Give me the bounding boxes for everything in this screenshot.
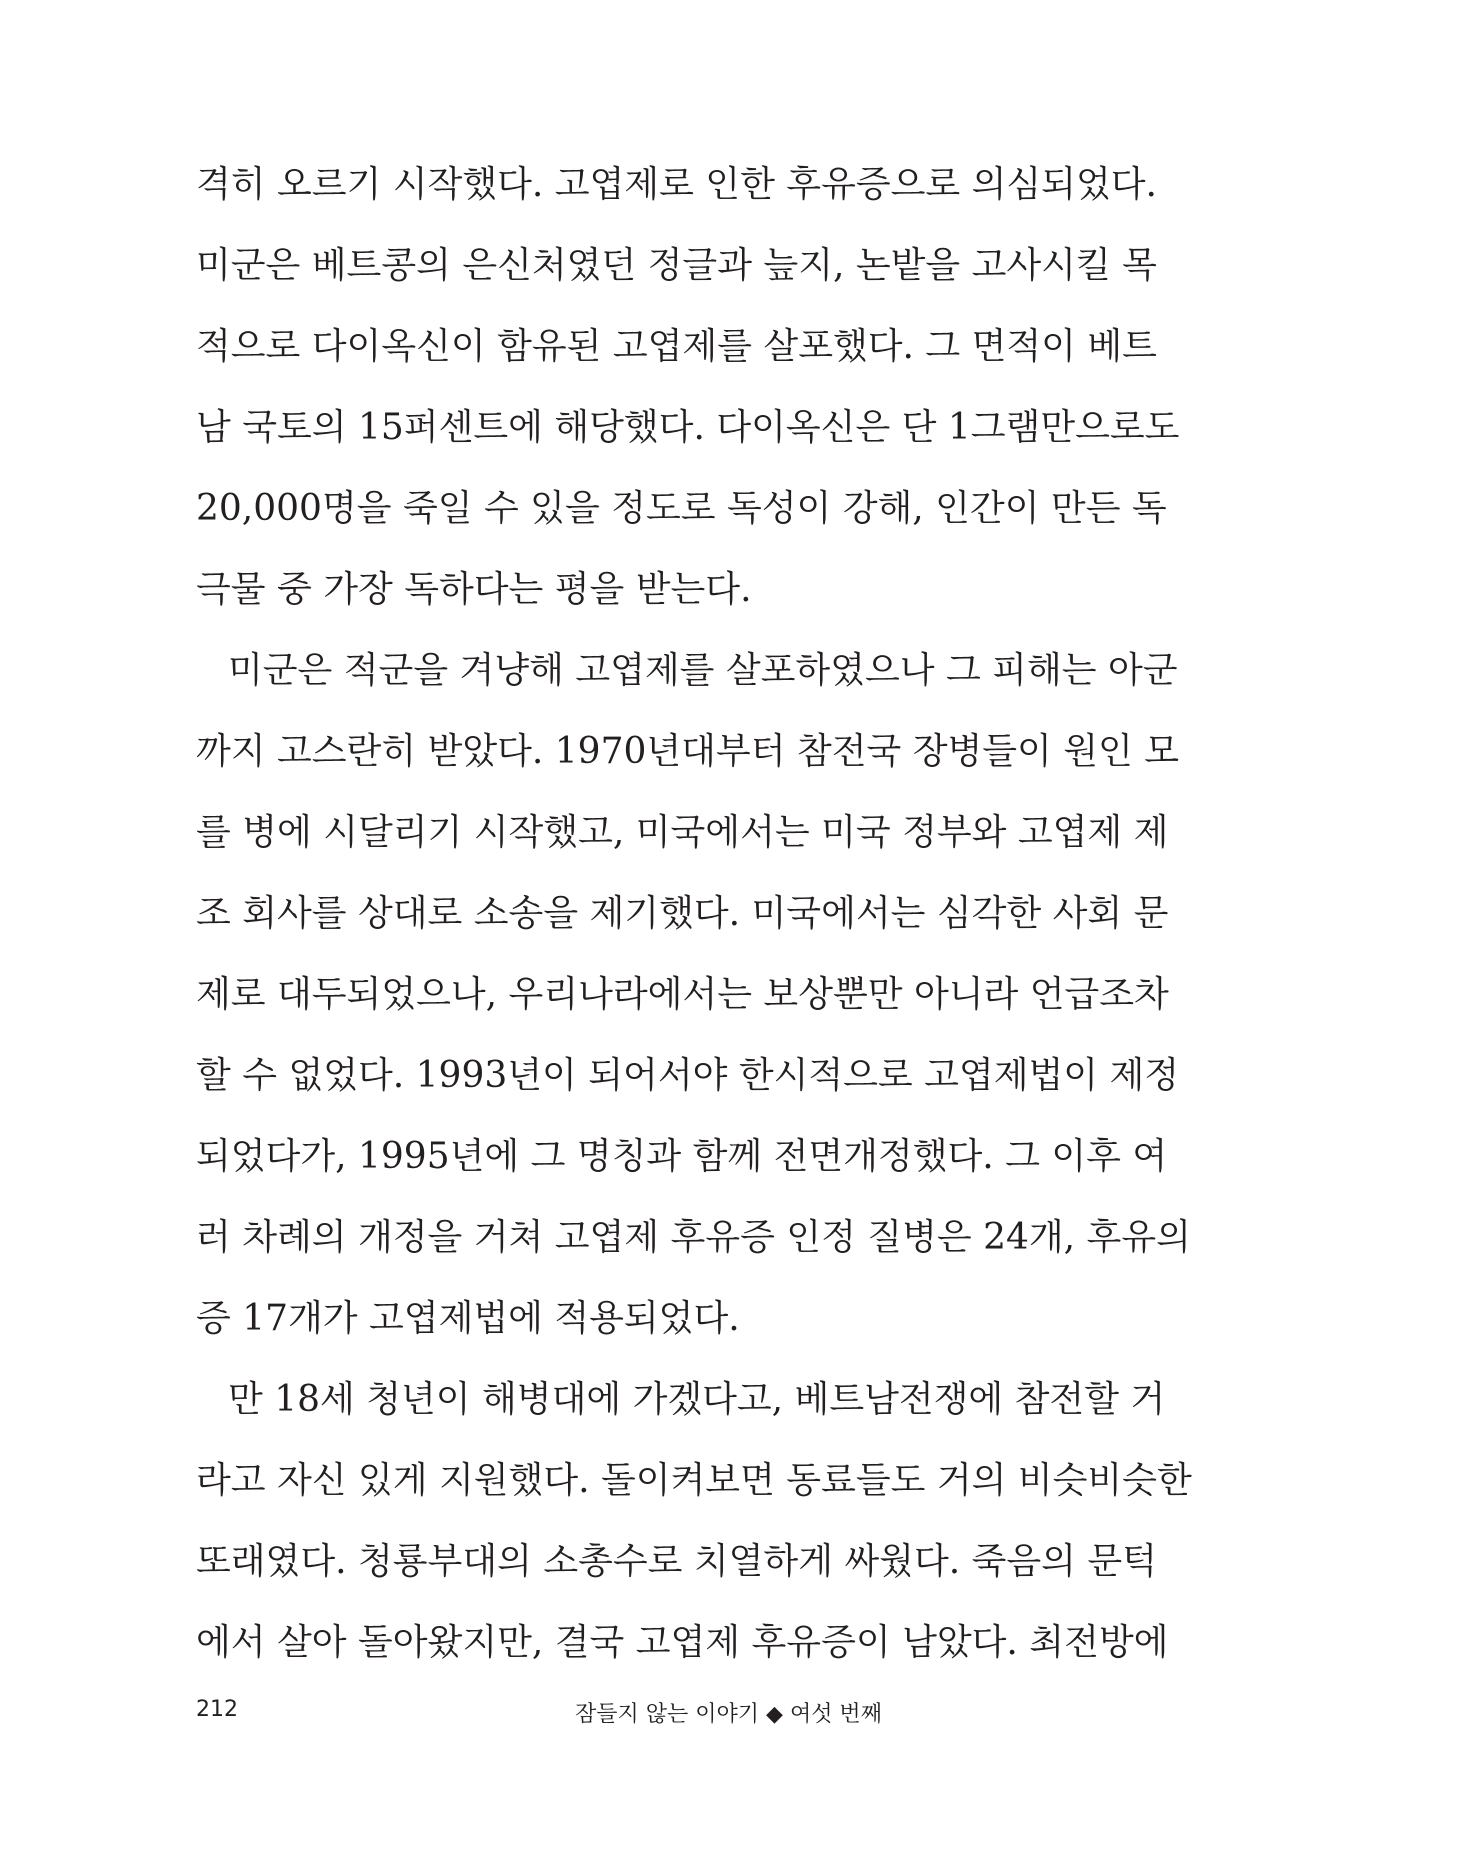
- text-line: 에서 살아 돌아왔지만, 결국 고엽제 후유증이 남았다. 최전방에: [196, 1622, 1169, 1663]
- text-line: 증 17개가 고엽제법에 적용되었다.: [196, 1298, 740, 1339]
- text-line: 조 회사를 상대로 소송을 제기했다. 미국에서는 심각한 사회 문: [196, 893, 1169, 934]
- text-line: 미군은 베트콩의 은신처였던 정글과 늪지, 논밭을 고사시킬 목: [196, 245, 1157, 286]
- running-footer-title: 잠들지 않는 이야기 ◆ 여섯 번째: [575, 1702, 882, 1727]
- text-line: 만 18세 청년이 해병대에 가겠다고, 베트남전쟁에 참전할 거: [228, 1379, 1166, 1420]
- text-line: 되었다가, 1995년에 그 명칭과 함께 전면개정했다. 그 이후 여: [196, 1136, 1168, 1177]
- text-line: 또래였다. 청룡부대의 소총수로 치열하게 싸웠다. 죽음의 문턱: [196, 1541, 1157, 1582]
- text-line: 라고 자신 있게 지원했다. 돌이켜보면 동료들도 거의 비슷비슷한: [196, 1460, 1192, 1501]
- text-line: 20,000명을 죽일 수 있을 정도로 독성이 강해, 인간이 만든 독: [196, 488, 1167, 529]
- text-line: 미군은 적군을 겨냥해 고엽제를 살포하였으나 그 피해는 아군: [228, 650, 1178, 691]
- text-line: 남 국토의 15퍼센트에 해당했다. 다이옥신은 단 1그램만으로도: [196, 407, 1180, 448]
- text-line: 극물 중 가장 독하다는 평을 받는다.: [196, 569, 752, 610]
- text-line: 제로 대두되었으나, 우리나라에서는 보상뿐만 아니라 언급조차: [196, 974, 1169, 1015]
- text-line: 할 수 없었다. 1993년이 되어서야 한시적으로 고엽제법이 제정: [196, 1055, 1180, 1096]
- text-line: 를 병에 시달리기 시작했고, 미국에서는 미국 정부와 고엽제 제: [196, 812, 1169, 853]
- text-line: 격히 오르기 시작했다. 고엽제로 인한 후유증으로 의심되었다.: [196, 164, 1157, 205]
- text-line: 러 차례의 개정을 거쳐 고엽제 후유증 인정 질병은 24개, 후유의: [196, 1217, 1191, 1258]
- text-line: 까지 고스란히 받았다. 1970년대부터 참전국 장병들이 원인 모: [196, 731, 1180, 772]
- page-number: 212: [196, 1697, 238, 1722]
- text-line: 적으로 다이옥신이 함유된 고엽제를 살포했다. 그 면적이 베트: [196, 326, 1157, 367]
